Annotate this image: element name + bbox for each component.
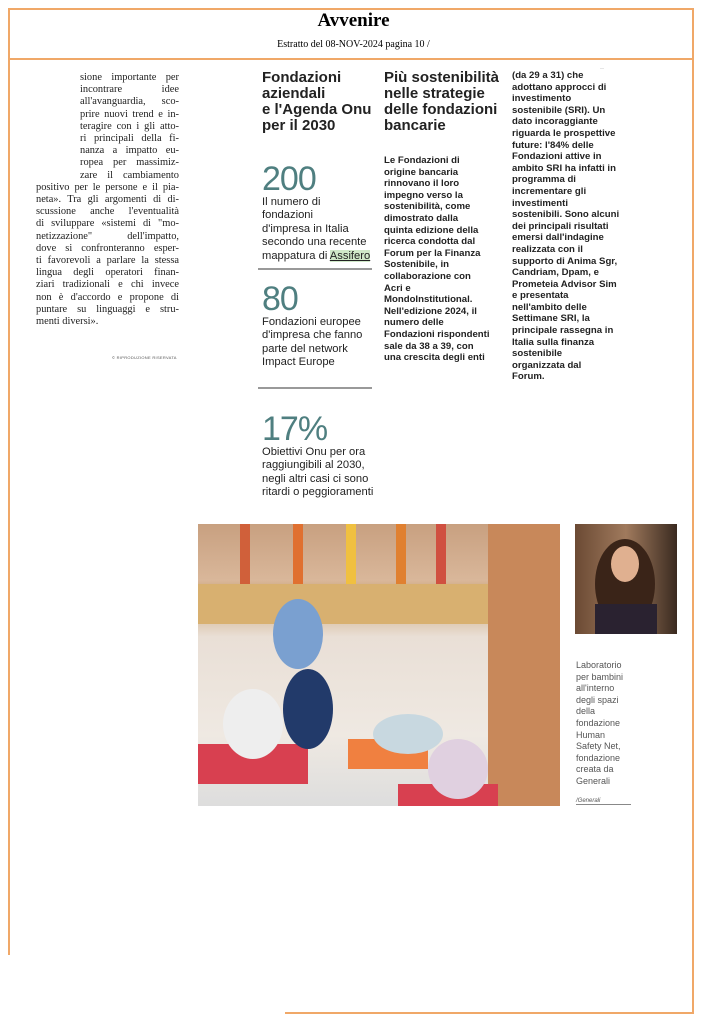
text-line: Settimane SRI, la xyxy=(512,313,590,325)
title-line: Più sostenibilità xyxy=(384,69,500,86)
text-line: neta». Tra gli argomenti di di- xyxy=(36,194,179,206)
text-line: sostenibile (SRI). Un xyxy=(512,104,606,116)
caption-line: creata da xyxy=(576,764,614,775)
text-line: adottano approcci di xyxy=(512,81,607,93)
text-line: investimenti xyxy=(512,197,568,209)
title-line: per il 2030 xyxy=(262,117,336,134)
divider xyxy=(258,268,372,270)
corner-mark: ·· xyxy=(600,66,604,72)
text-line: numero delle xyxy=(384,317,444,329)
caption-line: all'interno xyxy=(576,683,615,694)
title-line: e l'Agenda Onu xyxy=(262,101,372,118)
stat-line: Impact Europe xyxy=(262,356,335,369)
photo-caption xyxy=(576,660,623,788)
stat-value: 17% xyxy=(262,410,328,448)
stat-line: d'impresa che fanno xyxy=(262,329,363,342)
copyright-notice: © RIPRODUZIONE RISERVATA xyxy=(112,355,177,360)
text-line: netizzazione" dell'impatto, xyxy=(36,230,179,242)
bancarie-text-col2 xyxy=(512,70,619,383)
text-line: teragire con i gli atto- xyxy=(80,120,179,132)
photo-credit: /Generali xyxy=(576,798,631,805)
stat-line: Obiettivi Onu per ora xyxy=(262,446,366,458)
text-line: sione importante per xyxy=(80,72,179,83)
bancarie-box-title xyxy=(384,70,499,134)
bancarie-text-col1 xyxy=(384,155,490,364)
title-line: delle fondazioni xyxy=(384,101,498,118)
text-line: impegno verso la xyxy=(384,189,463,201)
text-line: Nell'edizione 2024, il xyxy=(384,305,477,317)
stat-line: Fondazioni europee xyxy=(262,316,361,328)
text-line: future: l'84% delle xyxy=(512,139,594,151)
text-line: sostenibilità, come xyxy=(384,201,471,213)
text-line: sostenibili. Sono alcuni xyxy=(512,209,620,221)
stat-line xyxy=(262,250,374,263)
text-line: (da 29 a 31) che xyxy=(512,70,584,81)
text-line: Candriam, Dpam, e xyxy=(512,267,599,279)
caption-line: della xyxy=(576,706,596,717)
stat-line-prefix: mappatura di xyxy=(262,249,330,262)
border-left xyxy=(8,60,10,955)
caption-line: Laboratorio xyxy=(576,660,622,670)
caption-line: degli spazi xyxy=(576,694,619,705)
text-line: quinta edizione della xyxy=(384,224,479,236)
text-line: una crescita degli enti xyxy=(384,352,485,364)
text-line: Prometeia Advisor Sim xyxy=(512,278,617,290)
text-line: dato incoraggiante xyxy=(512,116,598,128)
text-line: incrementare gli xyxy=(512,185,587,197)
caption-line: fondazione xyxy=(576,717,621,728)
text-line: dove si confronteranno esper- xyxy=(36,242,179,254)
assifero-link[interactable]: Assifero xyxy=(329,249,371,262)
text-line: ricerca condotta dal xyxy=(384,236,476,248)
stat-line: Il numero di fondazioni xyxy=(262,196,321,222)
publication-title: Avvenire xyxy=(317,10,390,31)
stat-line: d'impresa in Italia xyxy=(262,222,349,235)
text-line: organizzata dal xyxy=(512,359,582,371)
text-line: sostenibile xyxy=(512,348,563,360)
border-bottom xyxy=(285,1012,694,1014)
text-line: puntare su linguaggi e stru- xyxy=(36,303,179,315)
text-line: rinnovano il loro xyxy=(384,178,460,190)
text-line: ziari tradizionali e chi invece xyxy=(36,279,179,291)
title-line: aziendali xyxy=(262,85,326,102)
agenda-box-title xyxy=(262,70,371,134)
text-line: lingua degli operatori finan- xyxy=(36,267,179,279)
text-line: nell'ambito delle xyxy=(512,301,587,313)
text-line: Fondazioni rispondenti xyxy=(384,328,490,340)
text-line: collaborazione con xyxy=(384,270,471,282)
text-line: prire nuovi trend e in- xyxy=(80,108,179,120)
text-line: riguarda le prospettive xyxy=(512,127,616,139)
stat-line: raggiungibili al 2030, xyxy=(262,459,365,472)
text-line: investimento xyxy=(512,93,572,105)
portrait-photo xyxy=(575,524,677,634)
stat-line: parte del network xyxy=(262,342,348,355)
stat-200 xyxy=(262,162,374,263)
extract-info: Estratto del 08-NOV-2024 pagina 10 / xyxy=(277,39,430,50)
stat-line: secondo una recente xyxy=(262,236,367,249)
caption-line: Generali xyxy=(576,775,611,786)
article-left-column xyxy=(36,72,179,328)
text-line: non è d'accordo e propone di xyxy=(36,291,179,303)
title-line: bancarie xyxy=(384,117,446,134)
caption-line: fondazione xyxy=(576,752,621,763)
children-lab-photo xyxy=(198,524,560,806)
stat-description xyxy=(262,196,374,263)
divider xyxy=(258,387,372,389)
text-line: emersi dall'indagine xyxy=(512,232,604,244)
text-line: Acri e xyxy=(384,282,411,294)
stat-value: 200 xyxy=(262,160,316,198)
text-line: ti favorevoli a parlare la stessa xyxy=(36,255,179,267)
text-line: ri principali della fi- xyxy=(80,133,179,145)
text-line: all'avanguardia, sco- xyxy=(80,96,179,108)
stat-value: 80 xyxy=(262,280,298,318)
stat-17 xyxy=(262,412,374,500)
text-line: dimostrato dalla xyxy=(384,212,459,224)
text-line: MondoInstitutional. xyxy=(384,294,473,306)
caption-line: per bambini xyxy=(576,671,624,682)
text-line: zare il cambiamento xyxy=(80,169,179,181)
text-line: Forum. xyxy=(512,371,545,383)
caption-line: Safety Net, xyxy=(576,741,621,752)
text-line: positivo per le persone e il pia- xyxy=(36,181,179,193)
text-line: menti diversi». xyxy=(36,316,99,328)
text-line: origine bancaria xyxy=(384,166,459,178)
text-line: ropea per massimiz- xyxy=(80,157,179,169)
stat-line: ritardi o peggioramenti xyxy=(262,486,374,499)
title-line: Fondazioni xyxy=(262,69,342,86)
text-line: scussione anche l'eventualità xyxy=(36,206,179,218)
stat-80 xyxy=(262,282,374,370)
text-line: ambito SRI ha infatti in xyxy=(512,162,616,174)
text-line: Italia sulla finanza xyxy=(512,336,595,348)
title-line: nelle strategie xyxy=(384,85,485,102)
stat-description xyxy=(262,316,374,370)
text-line: Fondazioni attive in xyxy=(512,151,602,163)
text-line: Sostenibile, in xyxy=(384,259,450,271)
text-line: e presentata xyxy=(512,290,569,302)
text-line: Le Fondazioni di xyxy=(384,155,460,166)
stat-description xyxy=(262,446,374,500)
text-line: realizzata con il xyxy=(512,243,583,255)
text-line: Forum per la Finanza xyxy=(384,247,481,259)
text-line: programma di xyxy=(512,174,576,186)
text-line: dei principali risultati xyxy=(512,220,609,232)
text-line: di sviluppare «sistemi di "mo- xyxy=(36,218,179,230)
text-line: supporto di Anima Sgr, xyxy=(512,255,618,267)
text-line: incontrare idee xyxy=(80,84,179,96)
text-line: principale rassegna in xyxy=(512,325,614,337)
text-line: sale da 38 a 39, con xyxy=(384,340,474,352)
stat-line: negli altri casi ci sono xyxy=(262,472,369,485)
caption-line: Human xyxy=(576,729,606,740)
border-right xyxy=(692,60,694,1014)
text-line: nanza a impatto eu- xyxy=(80,145,179,157)
